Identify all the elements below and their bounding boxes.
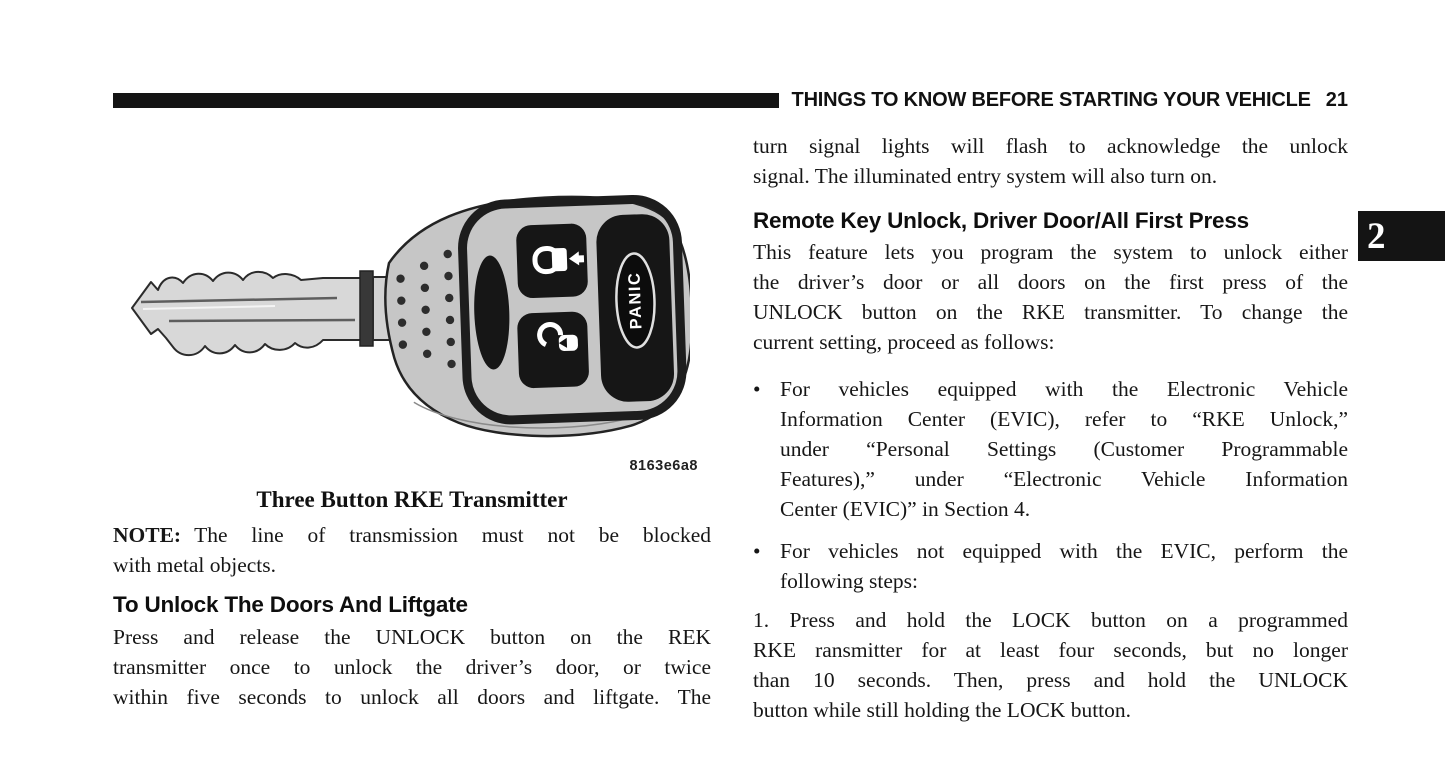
page-header xyxy=(113,88,1348,112)
text-line: Information Center (EVIC), refer to “RKE Unlock,” xyxy=(780,407,1348,431)
note-first-line xyxy=(113,520,711,550)
text-line: UNLOCK button on the RKE transmitter. To change the xyxy=(753,300,1348,324)
key-blade xyxy=(132,272,373,355)
paragraph-intro xyxy=(753,131,1348,191)
bullet-item xyxy=(753,536,1348,596)
panic-label: PANIC xyxy=(625,271,646,330)
header-rule xyxy=(113,93,779,108)
text-line: For vehicles equipped with the Electronic Vehicle xyxy=(780,377,1348,401)
text-line: under “Personal Settings (Customer Programmable xyxy=(780,437,1348,461)
bullet-item xyxy=(753,374,1348,524)
lock-button xyxy=(516,223,589,298)
unlock-button xyxy=(517,311,590,388)
section-tab-number: 2 xyxy=(1367,215,1386,257)
text-line: following steps: xyxy=(780,569,918,593)
step-paragraph xyxy=(753,605,1348,725)
blade-groove xyxy=(169,320,355,321)
header-title: THINGS TO KNOW BEFORE STARTING YOUR VEHICLE xyxy=(791,88,1311,111)
key-head xyxy=(382,193,690,442)
text-line: The line of transmission must not be blocked xyxy=(194,523,711,547)
text-line: Press and release the UNLOCK button on the REK xyxy=(113,625,711,649)
bullet-icon: • xyxy=(753,539,761,563)
text-line: For vehicles not equipped with the EVIC, perform the xyxy=(780,539,1348,563)
page-number: 21 xyxy=(1325,88,1348,111)
text-line: RKE ransmitter for at least four seconds, but no longer xyxy=(753,638,1348,662)
text-line: than 10 seconds. Then, press and hold the UNLOCK xyxy=(753,668,1348,692)
bullet-text xyxy=(780,536,1348,596)
text-line: button while still holding the LOCK button. xyxy=(753,698,1132,722)
rke-transmitter-illustration xyxy=(125,192,690,444)
text-line: current setting, proceed as follows: xyxy=(753,330,1055,354)
text-line: with metal objects. xyxy=(113,553,277,577)
text-line: transmitter once to unlock the driver’s door, or twice xyxy=(113,655,711,679)
panic-button xyxy=(595,213,674,402)
text-line: This feature lets you program the system to unlock either xyxy=(753,240,1348,264)
paragraph-unlock-doors xyxy=(113,622,711,712)
bullet-text xyxy=(780,374,1348,524)
text-line: 1. Press and hold the LOCK button on a programmed xyxy=(753,608,1348,632)
text-line: within five seconds to unlock all doors and liftgate. The xyxy=(113,685,711,709)
text-line: signal. The illuminated entry system will also turn on. xyxy=(753,164,1218,188)
figure-code: 8163e6a8 xyxy=(629,458,698,474)
paragraph-remote-key-unlock xyxy=(753,237,1348,357)
figure-caption: Three Button RKE Transmitter xyxy=(256,487,568,512)
bullet-list xyxy=(753,374,1348,596)
text-line: Center (EVIC)” in Section 4. xyxy=(780,497,1031,521)
heading-unlock-doors: To Unlock The Doors And Liftgate xyxy=(113,592,468,617)
bullet-icon: • xyxy=(753,377,761,401)
note-paragraph xyxy=(113,520,711,580)
note-label: NOTE: xyxy=(113,523,182,547)
text-line: turn signal lights will flash to acknowledge the unlock xyxy=(753,134,1348,158)
key-collar xyxy=(360,271,373,346)
text-line: Features),” under “Electronic Vehicle Information xyxy=(780,467,1348,491)
heading-remote-key-unlock: Remote Key Unlock, Driver Door/All First Press xyxy=(753,208,1249,233)
text-line: the driver’s door or all doors on the first press of the xyxy=(753,270,1348,294)
